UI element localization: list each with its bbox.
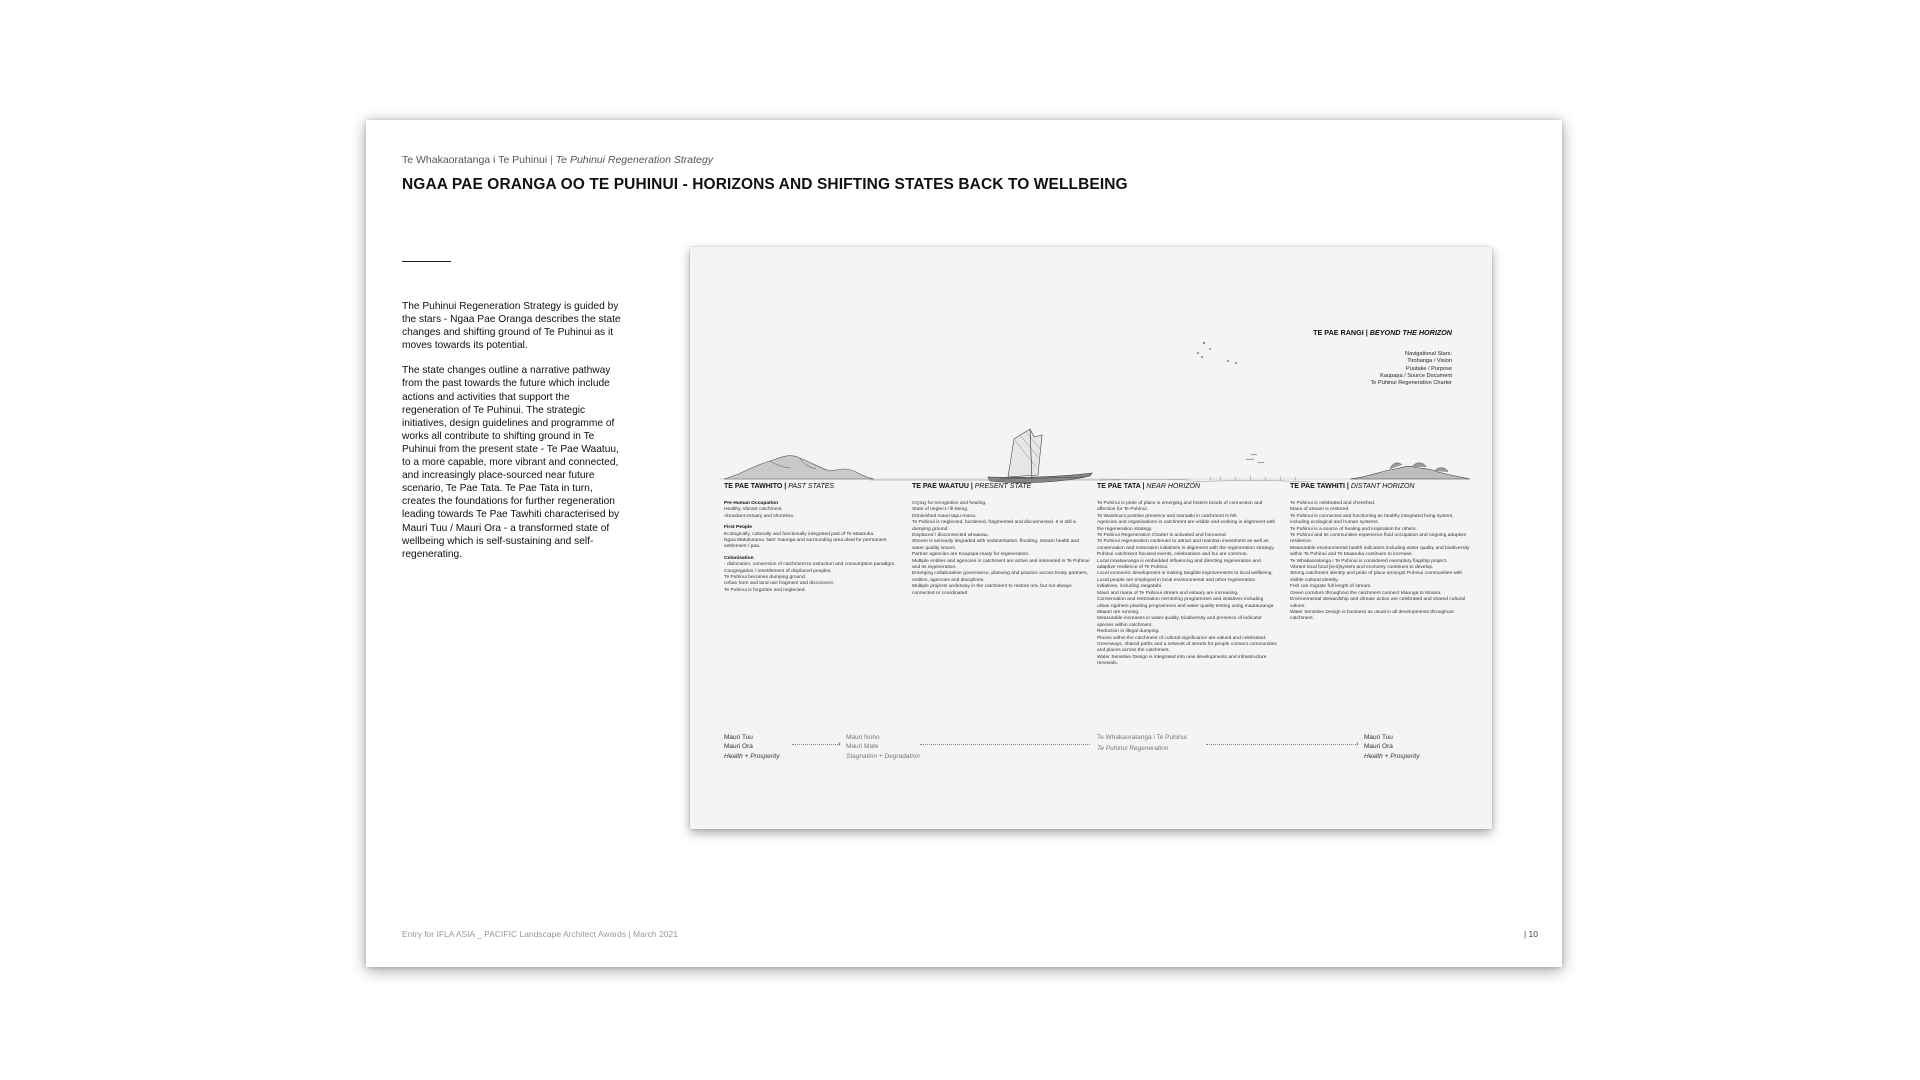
section-line: Diminished mauri-tapu-mana.	[912, 513, 977, 519]
journey-middle-line1: Mauri Noho	[846, 734, 880, 741]
breadcrumb-parent: Te Whakaoratanga i Te Puhinui	[402, 154, 548, 166]
rangi-items	[1371, 351, 1452, 387]
section-line: Ngaa Matukuturuu 'twin' maunga and surrounding area ideal for permanent settlement / paa.	[724, 538, 887, 550]
section-line: Measurable increases in water quality, biodiversity and presence of indicator species within catchment.	[1097, 616, 1262, 628]
section-line: Measurable environmental health indicators including water quality and biodiversity within Te Puhinui and Te Maanuka continues to increase.	[1290, 545, 1470, 558]
column-subtitle: PRESENT STATE	[974, 483, 1032, 490]
section-heading: Pre Human Occupation	[724, 501, 779, 506]
journey-start-line1: Mauri Tuu	[724, 734, 753, 741]
rangi-subtitle: BEYOND THE HORIZON	[1369, 328, 1452, 337]
journey-process-line1: Te Whakaoratanga i Te Puhinui	[1097, 734, 1187, 741]
section-line: Puhinui catchment focused events, celebrations and hui are common.	[1097, 552, 1248, 558]
hills-left-sketch	[724, 456, 874, 479]
section-line: Te Whakaoratanga i Te Puhinui is considered exemplary flagship project.	[1290, 558, 1448, 564]
column-body	[1097, 501, 1277, 668]
section-line: Environmental stewardship and climate action are celebrated and shared cultural values.	[1290, 597, 1466, 609]
page-number: | 10	[1523, 929, 1538, 939]
rangi-item: Kaupapa / Source Document	[1380, 372, 1452, 379]
section-line: Water Sensitive Design is business as usual in all developments throughout catchment.	[1290, 609, 1454, 622]
arrow-right-icon: ›	[838, 739, 841, 748]
section-line: Fish can migrate full length of stream.	[1290, 584, 1372, 590]
rangi-title-text: TE PAE RANGI	[1313, 328, 1364, 337]
journey-end	[1364, 734, 1419, 762]
section-line: Te Puhinui is connected and functioning as healthy integrated living system, including ecological and human systems.	[1290, 513, 1454, 526]
section-line: Te Puhinui is celebrated and cherished.	[1290, 501, 1376, 506]
section-line: Stream is seriously degraded with sedimentation, flooding, stream health and water quality issues.	[912, 539, 1079, 551]
column-subtitle: PAST STATES	[788, 483, 835, 490]
journey-process-note: Te Puhinui Regeneration	[1097, 744, 1169, 752]
section-line: Water Sensitive Design is integrated into new developments and infrastructure renewals.	[1097, 654, 1267, 667]
section-line: Crying for recognition and healing.	[912, 501, 987, 506]
section-line: Local economic development is making tangible improvements to local wellbeing. Local people are employed in local environmental and other regeneration initiatives, including rangatahi.	[1097, 571, 1273, 590]
section-line: Vibrant local food [eco]system and economy continues to develop.	[1290, 565, 1434, 571]
section-line: Te Puhinui becomes dumping ground.	[724, 575, 807, 581]
section-line: Partner agencies are Kaupapa-ready for regeneration.	[912, 552, 1030, 558]
section-line: Emerging collaborative governance, planning and practice across treaty partners, entities, agencies and disciplines.	[912, 571, 1088, 583]
breadcrumb-separator: |	[550, 154, 553, 166]
rangi-item: Tirohanga / Vision	[1407, 358, 1452, 365]
birds-sketch	[1246, 454, 1264, 463]
column-near-horizon	[1097, 483, 1277, 668]
page-title: NGAA PAE ORANGA OO TE PUHINUI - HORIZONS AND SHIFTING STATES BACK TO WELLBEING	[402, 176, 1128, 193]
section-line: Conservation and restoration mentoring programmes and initiatives including urban ngahere planting programmes and water quality testing using maatauranga Maaori are running.	[1097, 597, 1274, 615]
journey-process	[1097, 734, 1187, 753]
journey-end-line2: Mauri Ora	[1364, 742, 1393, 750]
column-body	[912, 501, 1092, 597]
section-line: Local maatauranga is embedded influencing and directing regeneration and adaptive resilience of Te Puhinui.	[1097, 558, 1261, 571]
section-line: Te Puhinui and its communities experience fluid occupation and ongoing adaptive resilience.	[1290, 533, 1467, 545]
section-line: - dislocation, conversion of catchment to extraction and consumption paradigm.	[724, 562, 896, 568]
column-body	[724, 501, 904, 594]
column-heading: TE PAE TAWHITO | PAST STATES	[724, 483, 835, 490]
intro-paragraph: The Puhinui Regeneration Strategy is guided by the stars - Ngaa Pae Oranga describes the state changes and shifting ground of Te Puhinui as it moves towards its potential.	[402, 301, 621, 352]
column-title: TE PAE TATA	[1097, 483, 1141, 490]
arrow-right-icon: ›	[1356, 739, 1359, 748]
column-past-states	[724, 483, 904, 594]
rangi-title-separator: |	[1365, 328, 1368, 337]
column-heading: TE PAE TAWHITI | DISTANT HORIZON	[1290, 483, 1415, 490]
horizon-sketch-illustration	[690, 317, 1492, 487]
section-line: Te Puhinui is neglected, burdened, fragmented and disconnected. It is still a dumping ground.	[912, 520, 1076, 532]
section-line: Te Puhinui Regeneration Charter is activated and honoured.	[1097, 533, 1227, 539]
section-line: Urban form and land use fragment and disconnect.	[724, 581, 835, 587]
footer-entry: Entry for IFLA ASIA _ PACIFIC Landscape Architect Awards | March 2021	[402, 929, 678, 939]
journey-connector	[792, 744, 840, 745]
intro-text	[402, 300, 624, 573]
waka-sailing-canoe-sketch	[988, 429, 1092, 483]
rangi-item: Te Puhinui Regeneration Charter	[1370, 380, 1452, 387]
section-line: State of neglect / ill-being.	[912, 507, 969, 513]
journey-connector	[920, 744, 1090, 745]
section-line: Green corridors throughout the catchment connect Maunga to Moana.	[1290, 590, 1442, 596]
breadcrumb-current: Te Puhinui Regeneration Strategy	[555, 154, 713, 166]
journey-connector	[1206, 744, 1356, 745]
journey-middle-line2: Mauri Mate	[846, 742, 879, 750]
section-line: Multiple entities and agencies in catchment are active and interested in Te Puhinui and its regeneration.	[912, 558, 1090, 571]
island-right-sketch	[1350, 463, 1470, 479]
section-line: Strong catchment identity and pride of place amongst Puhinui communities with visible cultural identity.	[1290, 571, 1463, 583]
rangi-item: Navigational Stars:	[1405, 351, 1452, 357]
section-line: Multiple projects underway in the catchment to restore ora, but not always connected or coordinated.	[912, 584, 1072, 596]
column-present-state	[912, 483, 1092, 597]
section-line: Ecologically, culturally and functionally integrated part of Te Maanuka.	[724, 531, 875, 537]
te-pae-rangi-title	[1313, 328, 1452, 337]
section-line: Displaced / disconnected whaanau.	[912, 533, 989, 539]
journey-end-line1: Mauri Tuu	[1364, 734, 1393, 741]
section-line: Places within the catchment of cultural significance are valued and celebrated.	[1097, 635, 1267, 641]
section-heading: First People	[724, 525, 752, 531]
column-distant-horizon	[1290, 483, 1470, 623]
section-line: Te Puhinui is a source of healing and inspiration for others.	[1290, 526, 1417, 532]
column-title: TE PAE TAWHITI	[1290, 483, 1345, 490]
section-line: Abundant estuary and shoreline.	[724, 513, 795, 519]
section-line: Healthy, vibrant catchment.	[724, 507, 783, 513]
journey-middle-note: Stagnation + Degradation	[846, 753, 920, 761]
section-line: Te Waiohua's positive presence and manaaki in catchment is felt.	[1097, 513, 1239, 519]
column-heading: TE PAE TATA | NEAR HORIZON	[1097, 483, 1201, 490]
column-title: TE PAE WAATUU	[912, 483, 969, 490]
section-line: Congregation / resettlement of displaced peoples.	[724, 568, 832, 574]
journey-middle	[846, 734, 920, 762]
section-line: Mana of stream is restored.	[1290, 507, 1350, 513]
section-line: Reduction in illegal dumping.	[1097, 629, 1160, 635]
navigational-stars	[1197, 342, 1237, 364]
column-title: TE PAE TAWHITO	[724, 483, 783, 490]
section-heading: Colonisation	[724, 555, 754, 561]
section-line: Te Puhinui regeneration continues to attract and maintain investment as well as conservation and restoration initiatives in alignment with the regeneration strategy.	[1097, 539, 1275, 551]
journey-start	[724, 734, 779, 762]
section-line: Te Puhinui is forgotten and neglected.	[724, 587, 806, 593]
column-subtitle: DISTANT HORIZON	[1350, 483, 1415, 490]
breadcrumb	[402, 154, 713, 166]
column-heading: TE PAE WAATUU | PRESENT STATE	[912, 483, 1032, 490]
horizons-figure	[690, 247, 1492, 829]
section-line: Greenways, shared paths and a network of streets for people connect communities and places across the catchment.	[1097, 641, 1277, 654]
intro-paragraph: The state changes outline a narrative pathway from the past towards the future which include actions and activities that support the regeneration of Te Puhinui. The strategic initiatives, design guidelines and programme of works all contribute to shifting ground in Te Puhinui from the present state - Te Pae Waatuu, to a more capable, more vibrant and connected, and increasingly place-sourced near future scenario, Te Pae Tata. Te Pae Tata in turn, creates the foundations for further regeneration leading towards Te Pae Tawhiti characterised by Mauri Tuu / Mauri Ora - a transformed state of wellbeing which is self-sustaining and self-regenerating.	[402, 365, 620, 560]
section-line: Agencies and organisations in catchment are visible and working in alignment with the regeneration strategy.	[1097, 520, 1276, 532]
column-subtitle: NEAR HORIZON	[1146, 483, 1201, 490]
title-divider	[402, 261, 451, 262]
journey-start-note: Health + Prosperity	[724, 753, 780, 761]
column-body	[1290, 501, 1470, 623]
section-line: Te Puhinui is pride of place is emerging and fosters bonds of connection and affection for Te Puhinui.	[1097, 501, 1263, 513]
journey-start-line2: Mauri Ora	[724, 742, 753, 750]
journey-end-note: Health + Prosperity	[1364, 753, 1420, 761]
rangi-item: Puutake / Purpose	[1405, 365, 1452, 372]
document-page	[366, 120, 1562, 967]
section-line: Mauri and mana of Te Puhinui stream and estuary are increasing.	[1097, 590, 1239, 596]
